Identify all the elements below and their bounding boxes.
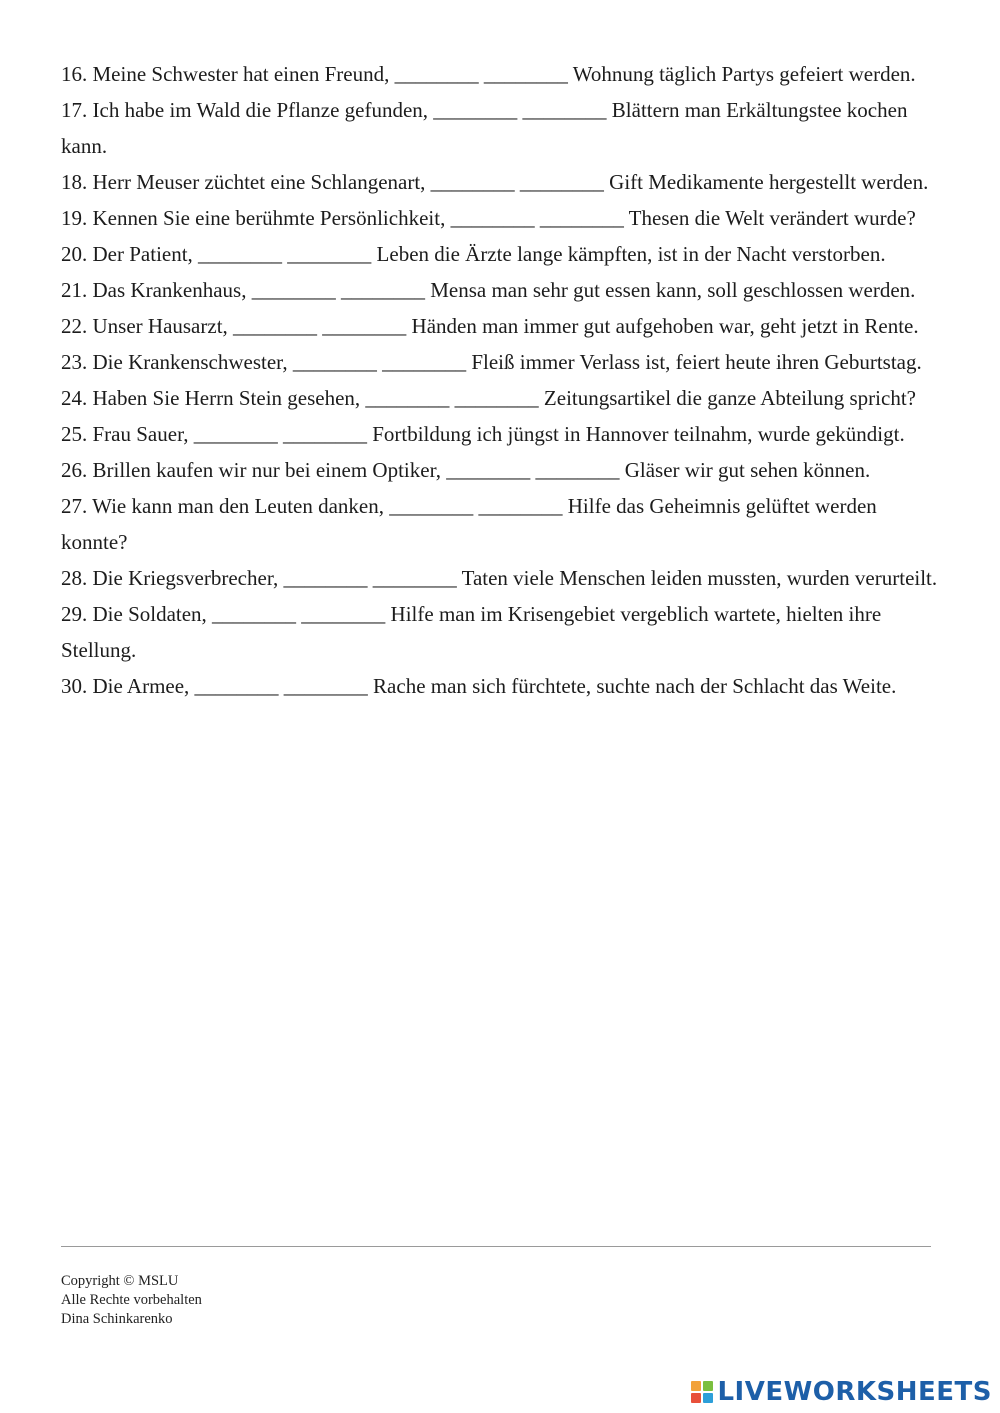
- brand-name: LIVEWORKSHEETS: [717, 1377, 992, 1407]
- exercise-25: 25. Frau Sauer, ________ ________ Fortbildung ich jüngst in Hannover teilnahm, wurde gekündigt.: [61, 422, 905, 446]
- exercise-17: 17. Ich habe im Wald die Pflanze gefunden, ________ ________ Blättern man Erkältungstee kochen kann.: [61, 98, 908, 158]
- footer-rights: Alle Rechte vorbehalten: [61, 1292, 202, 1308]
- exercise-list: [61, 56, 941, 704]
- exercise-23: 23. Die Krankenschwester, ________ ________ Fleiß immer Verlass ist, feiert heute ihren Geburtstag.: [61, 350, 922, 374]
- exercise-19: 19. Kennen Sie eine berühmte Persönlichkeit, ________ ________ Thesen die Welt verändert wurde?: [61, 206, 916, 230]
- exercise-26: 26. Brillen kaufen wir nur bei einem Optiker, ________ ________ Gläser wir gut sehen können.: [61, 458, 871, 482]
- exercise-22: 22. Unser Hausarzt, ________ ________ Händen man immer gut aufgehoben war, geht jetzt in Rente.: [61, 314, 919, 338]
- exercise-16: 16. Meine Schwester hat einen Freund, ________ ________ Wohnung täglich Partys gefeiert werden.: [61, 62, 916, 86]
- exercise-20: 20. Der Patient, ________ ________ Leben die Ärzte lange kämpften, ist in der Nacht verstorben.: [61, 242, 886, 266]
- liveworksheets-logo-icon: [691, 1381, 713, 1403]
- footer-author: Dina Schinkarenko: [61, 1311, 173, 1327]
- exercise-24: 24. Haben Sie Herrn Stein gesehen, ________ ________ Zeitungsartikel die ganze Abteilung spricht?: [61, 386, 916, 410]
- exercise-18: 18. Herr Meuser züchtet eine Schlangenart, ________ ________ Gift Medikamente hergestellt werden.: [61, 170, 929, 194]
- exercise-29: 29. Die Soldaten, ________ ________ Hilfe man im Krisengebiet vergeblich wartete, hielten ihre Stellung.: [61, 602, 882, 662]
- exercise-21: 21. Das Krankenhaus, ________ ________ Mensa man sehr gut essen kann, soll geschlossen werden.: [61, 278, 916, 302]
- liveworksheets-brand[interactable]: [691, 1377, 992, 1407]
- exercise-27: 27. Wie kann man den Leuten danken, ________ ________ Hilfe das Geheimnis gelüftet werden konnte?: [61, 494, 877, 554]
- footer: [61, 1272, 202, 1329]
- exercise-30: 30. Die Armee, ________ ________ Rache man sich fürchtete, suchte nach der Schlacht das Weite.: [61, 674, 897, 698]
- footer-copyright: Copyright © MSLU: [61, 1273, 179, 1289]
- exercise-28: 28. Die Kriegsverbrecher, ________ ________ Taten viele Menschen leiden mussten, wurden verurteilt.: [61, 566, 938, 590]
- footer-divider: [61, 1246, 931, 1247]
